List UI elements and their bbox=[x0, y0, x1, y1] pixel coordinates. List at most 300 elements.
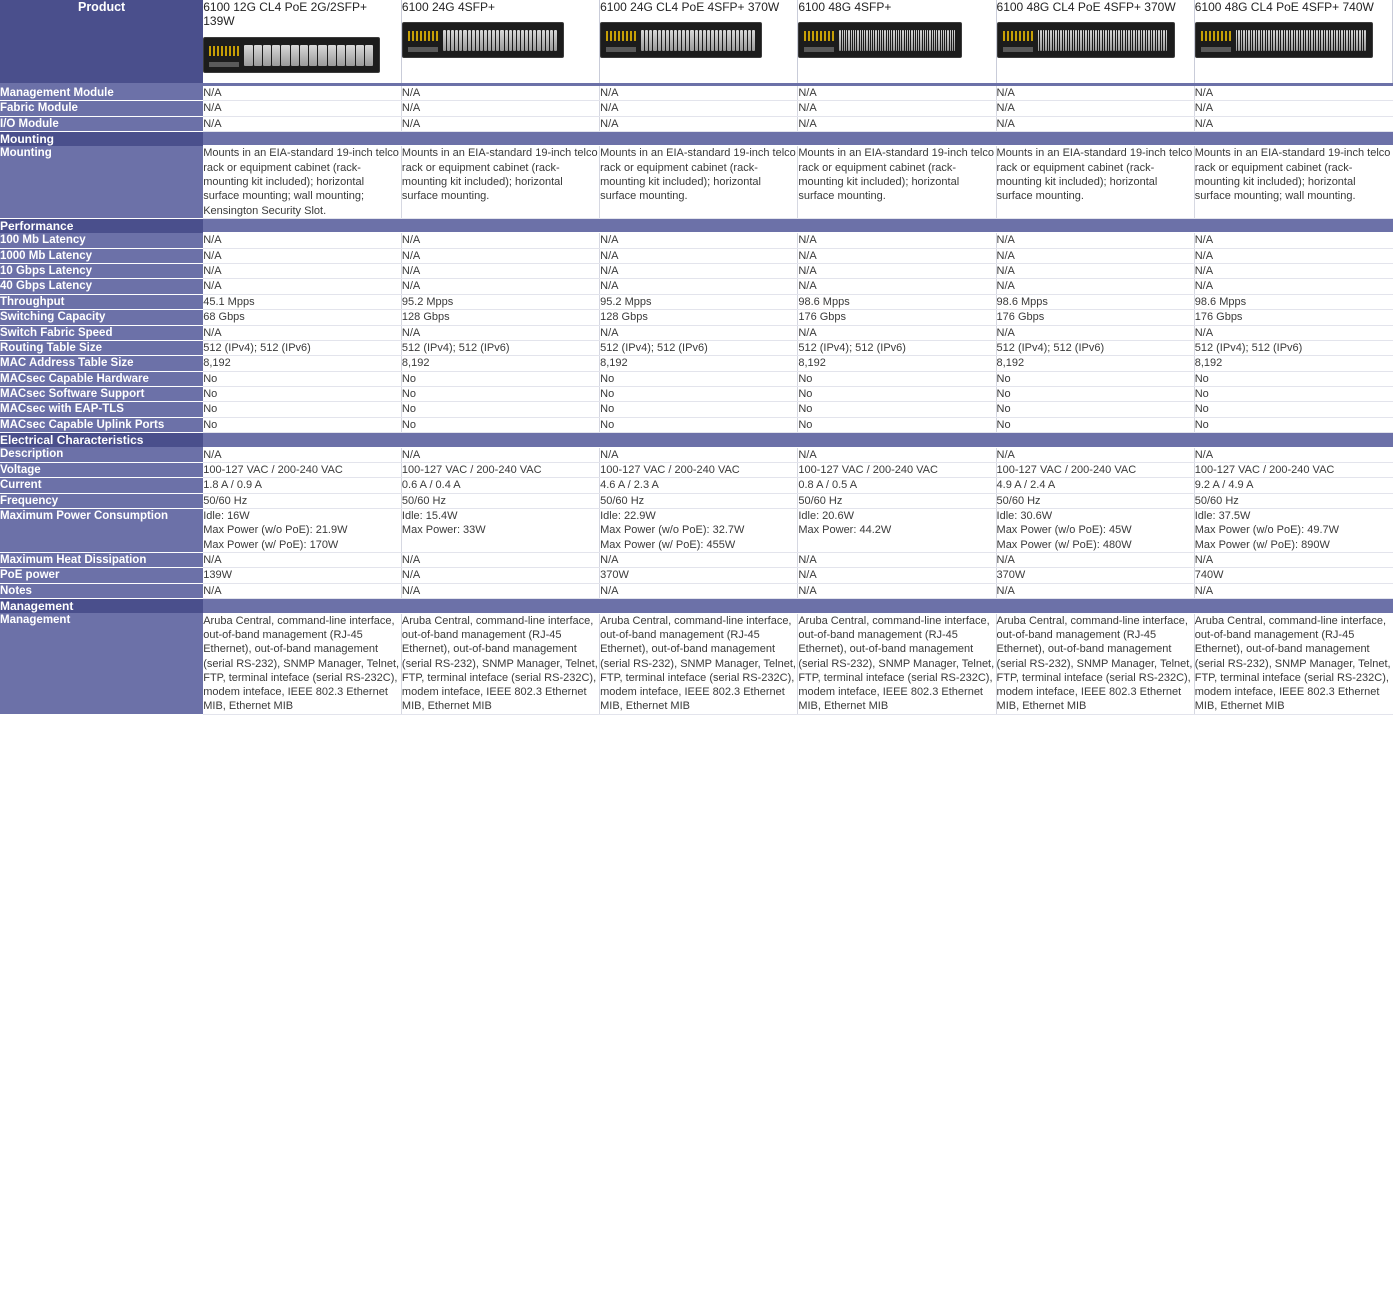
table-cell bbox=[996, 310, 1194, 325]
switch-24-port-poe-image bbox=[600, 22, 762, 58]
table-cell bbox=[203, 568, 401, 583]
table-cell bbox=[798, 493, 996, 508]
table-cell bbox=[1194, 325, 1392, 340]
table-row bbox=[0, 116, 1393, 131]
table-cell bbox=[600, 356, 798, 371]
table-cell bbox=[401, 553, 599, 568]
switch-48-port-image bbox=[798, 22, 962, 58]
table-cell bbox=[401, 264, 599, 279]
cell-line: N/A bbox=[798, 234, 817, 247]
table-cell bbox=[401, 509, 599, 553]
table-cell bbox=[600, 248, 798, 263]
table-cell bbox=[798, 279, 996, 294]
cell-line: 8,192 bbox=[798, 357, 826, 370]
table-row bbox=[0, 462, 1393, 477]
table-cell bbox=[401, 402, 599, 417]
table-cell bbox=[600, 146, 798, 218]
cell-line: N/A bbox=[401, 554, 421, 566]
cell-line: No bbox=[203, 418, 218, 431]
cell-line: No bbox=[401, 418, 416, 431]
table-cell bbox=[1194, 447, 1392, 462]
table-cell bbox=[203, 279, 401, 294]
table-cell bbox=[203, 509, 401, 553]
cell-line: Max Power (w/ PoE): 480W bbox=[996, 538, 1132, 551]
section-band-fill bbox=[203, 599, 1392, 614]
table-cell bbox=[600, 462, 798, 477]
row-label: Fabric Module bbox=[0, 101, 203, 116]
cell-line: N/A bbox=[203, 265, 222, 278]
table-row bbox=[0, 553, 1393, 568]
cell-line: Aruba Central, command-line interface, out-of-band management (RJ-45 Ethernet), out-of-band management (serial RS-232), SNMP Manager, Telnet, FTP, terminal inteface (serial RS-232C), modem inteface, IEEE 802.3 Ethernet MIB, Ethernet MIB bbox=[401, 614, 598, 713]
table-row bbox=[0, 233, 1393, 248]
table-cell bbox=[1194, 248, 1392, 263]
table-cell bbox=[798, 233, 996, 248]
row-label: Throughput bbox=[0, 294, 203, 309]
cell-line: N/A bbox=[401, 448, 421, 461]
cell-line: 95.2 Mpps bbox=[401, 295, 454, 308]
cell-line: 512 (IPv4); 512 (IPv6) bbox=[600, 341, 708, 354]
table-cell bbox=[600, 402, 798, 417]
cell-line: N/A bbox=[996, 86, 1015, 99]
table-row bbox=[0, 417, 1393, 432]
section-header-row bbox=[0, 433, 1393, 448]
table-cell bbox=[798, 248, 996, 263]
table-cell bbox=[401, 387, 599, 402]
cell-line: No bbox=[1194, 418, 1209, 431]
row-label: Notes bbox=[0, 583, 203, 598]
cell-line: 1.8 A / 0.9 A bbox=[203, 479, 262, 492]
cell-line: N/A bbox=[203, 448, 222, 461]
product-name: 6100 48G CL4 PoE 4SFP+ 370W bbox=[996, 0, 1176, 14]
cell-line: 370W bbox=[600, 569, 629, 582]
table-row bbox=[0, 146, 1393, 218]
table-cell bbox=[401, 568, 599, 583]
cell-line: 98.6 Mpps bbox=[798, 295, 850, 308]
table-cell bbox=[203, 101, 401, 116]
section-band-fill bbox=[203, 218, 1392, 233]
product-header-cell bbox=[203, 0, 401, 84]
table-cell bbox=[600, 568, 798, 583]
table-cell bbox=[600, 279, 798, 294]
cell-line: N/A bbox=[600, 448, 619, 461]
cell-line: 50/60 Hz bbox=[401, 494, 446, 507]
table-cell bbox=[203, 613, 401, 714]
cell-line: Aruba Central, command-line interface, out-of-band management (RJ-45 Ethernet), out-of-band management (serial RS-232), SNMP Manager, Telnet, FTP, terminal inteface (serial RS-232C), modem inteface, IEEE 802.3 Ethernet MIB, Ethernet MIB bbox=[798, 614, 995, 713]
cell-line: 98.6 Mpps bbox=[996, 295, 1048, 308]
cell-line: 98.6 Mpps bbox=[1194, 295, 1247, 308]
cell-line: N/A bbox=[996, 102, 1015, 115]
table-cell bbox=[996, 101, 1194, 116]
table-cell bbox=[996, 248, 1194, 263]
table-cell bbox=[1194, 402, 1392, 417]
cell-line: 4.9 A / 2.4 A bbox=[996, 479, 1056, 492]
row-label: Voltage bbox=[0, 462, 203, 477]
cell-line: N/A bbox=[798, 86, 817, 99]
table-cell bbox=[798, 417, 996, 432]
table-cell bbox=[203, 146, 401, 218]
table-cell bbox=[600, 84, 798, 100]
cell-line: Idle: 16W bbox=[203, 510, 250, 523]
cell-line: No bbox=[600, 388, 615, 401]
switch-48-port-poe-740w-image bbox=[1195, 22, 1373, 58]
table-cell bbox=[798, 84, 996, 100]
table-row bbox=[0, 248, 1393, 263]
table-cell bbox=[401, 294, 599, 309]
table-cell bbox=[600, 116, 798, 131]
table-cell bbox=[203, 583, 401, 598]
table-cell bbox=[203, 116, 401, 131]
table-cell bbox=[203, 84, 401, 100]
table-cell bbox=[798, 613, 996, 714]
cell-line: 8,192 bbox=[1194, 357, 1223, 370]
cell-line: No bbox=[203, 372, 218, 385]
table-row bbox=[0, 340, 1393, 355]
table-row bbox=[0, 325, 1393, 340]
section-header-row bbox=[0, 599, 1393, 614]
row-label: Maximum Heat Dissipation bbox=[0, 553, 203, 568]
cell-line: 512 (IPv4); 512 (IPv6) bbox=[996, 341, 1105, 354]
table-cell bbox=[401, 417, 599, 432]
table-cell bbox=[996, 462, 1194, 477]
cell-line: N/A bbox=[996, 584, 1015, 597]
cell-line: 50/60 Hz bbox=[996, 494, 1041, 507]
table-cell bbox=[1194, 116, 1392, 131]
table-cell bbox=[600, 101, 798, 116]
table-cell bbox=[600, 478, 798, 493]
table-cell bbox=[798, 462, 996, 477]
cell-line: 100-127 VAC / 200-240 VAC bbox=[798, 463, 938, 476]
cell-line: N/A bbox=[401, 86, 421, 99]
cell-line: 100-127 VAC / 200-240 VAC bbox=[203, 463, 343, 476]
cell-line: 176 Gbps bbox=[1194, 311, 1243, 324]
table-cell bbox=[203, 371, 401, 386]
table-cell bbox=[798, 402, 996, 417]
table-cell bbox=[798, 340, 996, 355]
row-label: Switch Fabric Speed bbox=[0, 325, 203, 340]
cell-line: 50/60 Hz bbox=[798, 494, 843, 507]
table-cell bbox=[1194, 279, 1392, 294]
table-cell bbox=[600, 310, 798, 325]
table-cell bbox=[600, 493, 798, 508]
table-cell bbox=[203, 233, 401, 248]
cell-line: 50/60 Hz bbox=[1194, 494, 1239, 507]
table-cell bbox=[798, 553, 996, 568]
table-cell bbox=[401, 101, 599, 116]
cell-line: N/A bbox=[203, 86, 222, 99]
row-label: PoE power bbox=[0, 568, 203, 583]
table-cell bbox=[203, 248, 401, 263]
cell-line: Mounts in an EIA-standard 19-inch telco rack or equipment cabinet (rack-mounting kit included); horizontal surface mounting. bbox=[996, 147, 1193, 203]
cell-line: N/A bbox=[600, 326, 619, 339]
row-label: MACsec with EAP-TLS bbox=[0, 402, 203, 417]
product-column-header: Product bbox=[0, 0, 203, 84]
cell-line: No bbox=[401, 372, 416, 385]
table-cell bbox=[600, 233, 798, 248]
cell-line: N/A bbox=[798, 265, 817, 278]
cell-line: N/A bbox=[798, 326, 817, 339]
cell-line: 45.1 Mpps bbox=[203, 295, 255, 308]
table-row bbox=[0, 101, 1393, 116]
cell-line: 512 (IPv4); 512 (IPv6) bbox=[401, 341, 510, 354]
table-row bbox=[0, 387, 1393, 402]
cell-line: 8,192 bbox=[996, 357, 1025, 370]
table-cell bbox=[996, 325, 1194, 340]
product-name: 6100 24G CL4 PoE 4SFP+ 370W bbox=[600, 0, 780, 14]
cell-line: No bbox=[600, 403, 615, 416]
cell-line: Mounts in an EIA-standard 19-inch telco rack or equipment cabinet (rack-mounting kit included); horizontal surface mounting; wall mounting. bbox=[1194, 147, 1391, 203]
table-cell bbox=[401, 493, 599, 508]
product-name: 6100 48G CL4 PoE 4SFP+ 740W bbox=[1194, 0, 1374, 14]
table-cell bbox=[798, 294, 996, 309]
table-cell bbox=[203, 356, 401, 371]
table-cell bbox=[600, 340, 798, 355]
product-header-cell bbox=[1194, 0, 1392, 84]
table-cell bbox=[203, 340, 401, 355]
table-cell bbox=[401, 325, 599, 340]
table-row bbox=[0, 402, 1393, 417]
cell-line: N/A bbox=[600, 280, 619, 293]
table-row bbox=[0, 613, 1393, 714]
cell-line: N/A bbox=[600, 249, 619, 262]
cell-line: Mounts in an EIA-standard 19-inch telco rack or equipment cabinet (rack-mounting kit included); horizontal surface mounting. bbox=[798, 147, 994, 203]
cell-line: Aruba Central, command-line interface, out-of-band management (RJ-45 Ethernet), out-of-band management (serial RS-232), SNMP Manager, Telnet, FTP, terminal inteface (serial RS-232C), modem inteface, IEEE 802.3 Ethernet MIB, Ethernet MIB bbox=[996, 614, 1193, 713]
cell-line: 8,192 bbox=[203, 357, 231, 370]
table-cell bbox=[401, 310, 599, 325]
section-title: Performance bbox=[0, 218, 203, 233]
cell-line: Max Power (w/o PoE): 32.7W bbox=[600, 524, 745, 537]
table-cell bbox=[798, 146, 996, 218]
cell-line: Mounts in an EIA-standard 19-inch telco rack or equipment cabinet (rack-mounting kit included); horizontal surface mounting; wall mounting; Kensington Security Slot. bbox=[203, 147, 399, 217]
table-cell bbox=[798, 310, 996, 325]
table-cell bbox=[996, 478, 1194, 493]
table-cell bbox=[1194, 340, 1392, 355]
table-row bbox=[0, 447, 1393, 462]
table-cell bbox=[1194, 294, 1392, 309]
table-row bbox=[0, 371, 1393, 386]
table-cell bbox=[600, 553, 798, 568]
table-cell bbox=[996, 371, 1194, 386]
cell-line: No bbox=[203, 403, 218, 416]
cell-line: No bbox=[401, 403, 416, 416]
table-row bbox=[0, 568, 1393, 583]
row-label: MACsec Software Support bbox=[0, 387, 203, 402]
table-cell bbox=[600, 387, 798, 402]
cell-line: N/A bbox=[1194, 326, 1214, 339]
cell-line: N/A bbox=[996, 326, 1015, 339]
table-cell bbox=[1194, 233, 1392, 248]
table-cell bbox=[1194, 462, 1392, 477]
cell-line: Idle: 22.9W bbox=[600, 510, 656, 523]
table-cell bbox=[996, 340, 1194, 355]
row-label: Current bbox=[0, 478, 203, 493]
cell-line: N/A bbox=[1194, 448, 1214, 461]
table-cell bbox=[996, 294, 1194, 309]
cell-line: 8,192 bbox=[600, 357, 628, 370]
switch-24-port-image bbox=[402, 22, 564, 58]
cell-line: N/A bbox=[600, 102, 619, 115]
table-row bbox=[0, 509, 1393, 553]
table-cell bbox=[798, 568, 996, 583]
cell-line: N/A bbox=[401, 280, 421, 293]
table-cell bbox=[996, 402, 1194, 417]
cell-line: 0.8 A / 0.5 A bbox=[798, 479, 858, 492]
section-title: Management bbox=[0, 599, 203, 614]
cell-line: N/A bbox=[1194, 280, 1214, 293]
cell-line: 50/60 Hz bbox=[600, 494, 645, 507]
table-cell bbox=[1194, 613, 1392, 714]
table-cell bbox=[996, 417, 1194, 432]
cell-line: 9.2 A / 4.9 A bbox=[1194, 479, 1254, 492]
cell-line: N/A bbox=[996, 117, 1015, 130]
cell-line: No bbox=[1194, 372, 1209, 385]
table-cell bbox=[996, 387, 1194, 402]
table-cell bbox=[600, 509, 798, 553]
row-label: Maximum Power Consumption bbox=[0, 509, 203, 553]
cell-line: Idle: 20.6W bbox=[798, 510, 854, 523]
cell-line: N/A bbox=[401, 102, 421, 115]
row-label: Description bbox=[0, 447, 203, 462]
cell-line: N/A bbox=[203, 249, 222, 262]
table-cell bbox=[798, 583, 996, 598]
table-cell bbox=[798, 325, 996, 340]
table-cell bbox=[1194, 417, 1392, 432]
table-cell bbox=[600, 371, 798, 386]
cell-line: N/A bbox=[600, 117, 619, 130]
table-cell bbox=[1194, 387, 1392, 402]
cell-line: N/A bbox=[1194, 584, 1214, 597]
table-cell bbox=[1194, 583, 1392, 598]
cell-line: N/A bbox=[798, 569, 817, 582]
table-cell bbox=[203, 294, 401, 309]
section-title: Mounting bbox=[0, 131, 203, 146]
cell-line: 128 Gbps bbox=[401, 311, 450, 324]
row-label: 1000 Mb Latency bbox=[0, 248, 203, 263]
table-cell bbox=[996, 568, 1194, 583]
row-label: Management bbox=[0, 613, 203, 714]
cell-line: No bbox=[798, 403, 813, 416]
cell-line: Idle: 30.6W bbox=[996, 510, 1053, 523]
table-cell bbox=[401, 462, 599, 477]
table-cell bbox=[798, 101, 996, 116]
row-label: 100 Mb Latency bbox=[0, 233, 203, 248]
cell-line: N/A bbox=[203, 102, 222, 115]
cell-line: No bbox=[996, 388, 1011, 401]
switch-12-port-image bbox=[203, 37, 380, 73]
table-cell bbox=[401, 146, 599, 218]
section-band-fill bbox=[203, 433, 1392, 448]
table-cell bbox=[798, 371, 996, 386]
table-cell bbox=[600, 447, 798, 462]
row-label: Switching Capacity bbox=[0, 310, 203, 325]
cell-line: No bbox=[1194, 388, 1209, 401]
cell-line: Max Power (w/o PoE): 45W bbox=[996, 524, 1132, 537]
section-header-row bbox=[0, 218, 1393, 233]
table-cell bbox=[1194, 478, 1392, 493]
table-cell bbox=[1194, 356, 1392, 371]
table-cell bbox=[401, 233, 599, 248]
cell-line: N/A bbox=[996, 234, 1015, 247]
table-cell bbox=[600, 264, 798, 279]
table-cell bbox=[798, 509, 996, 553]
cell-line: N/A bbox=[1194, 249, 1214, 262]
table-cell bbox=[798, 478, 996, 493]
table-cell bbox=[996, 84, 1194, 100]
cell-line: 0.6 A / 0.4 A bbox=[401, 479, 461, 492]
table-row bbox=[0, 356, 1393, 371]
cell-line: N/A bbox=[996, 554, 1015, 566]
row-label: MAC Address Table Size bbox=[0, 356, 203, 371]
table-row bbox=[0, 84, 1393, 100]
cell-line: N/A bbox=[798, 280, 817, 293]
table-cell bbox=[1194, 553, 1392, 568]
table-cell bbox=[401, 583, 599, 598]
cell-line: N/A bbox=[798, 554, 817, 566]
row-label: Mounting bbox=[0, 146, 203, 218]
cell-line: N/A bbox=[798, 102, 817, 115]
cell-line: Max Power (w/o PoE): 49.7W bbox=[1194, 524, 1340, 537]
cell-line: N/A bbox=[1194, 554, 1214, 566]
cell-line: N/A bbox=[600, 86, 619, 99]
cell-line: N/A bbox=[203, 280, 222, 293]
cell-line: No bbox=[1194, 403, 1209, 416]
table-cell bbox=[401, 116, 599, 131]
cell-line: Aruba Central, command-line interface, out-of-band management (RJ-45 Ethernet), out-of-band management (serial RS-232), SNMP Manager, Telnet, FTP, terminal inteface (serial RS-232C), modem inteface, IEEE 802.3 Ethernet MIB, Ethernet MIB bbox=[600, 614, 796, 713]
cell-line: 512 (IPv4); 512 (IPv6) bbox=[1194, 341, 1303, 354]
cell-line: N/A bbox=[600, 234, 619, 247]
table-cell bbox=[401, 84, 599, 100]
table-cell bbox=[996, 613, 1194, 714]
table-row bbox=[0, 264, 1393, 279]
table-cell bbox=[996, 264, 1194, 279]
table-cell bbox=[600, 325, 798, 340]
cell-line: N/A bbox=[798, 448, 817, 461]
table-cell bbox=[1194, 568, 1392, 583]
table-row bbox=[0, 478, 1393, 493]
row-label: MACsec Capable Hardware bbox=[0, 371, 203, 386]
cell-line: N/A bbox=[203, 234, 222, 247]
cell-line: N/A bbox=[401, 249, 421, 262]
cell-line: No bbox=[798, 372, 813, 385]
cell-line: N/A bbox=[401, 584, 421, 597]
table-cell bbox=[1194, 264, 1392, 279]
cell-line: N/A bbox=[401, 234, 421, 247]
cell-line: No bbox=[203, 388, 218, 401]
product-name: 6100 48G 4SFP+ bbox=[798, 0, 892, 14]
cell-line: Aruba Central, command-line interface, out-of-band management (RJ-45 Ethernet), out-of-band management (serial RS-232), SNMP Manager, Telnet, FTP, terminal inteface (serial RS-232C), modem inteface, IEEE 802.3 Ethernet MIB, Ethernet MIB bbox=[203, 614, 400, 713]
product-header-cell bbox=[600, 0, 798, 84]
table-cell bbox=[996, 279, 1194, 294]
table-cell bbox=[203, 417, 401, 432]
row-label: Frequency bbox=[0, 493, 203, 508]
cell-line: No bbox=[798, 418, 813, 431]
cell-line: 95.2 Mpps bbox=[600, 295, 652, 308]
section-title: Electrical Characteristics bbox=[0, 433, 203, 448]
cell-line: N/A bbox=[1194, 265, 1214, 278]
table-header-row bbox=[0, 0, 1393, 84]
table-cell bbox=[600, 583, 798, 598]
section-band-fill bbox=[203, 131, 1392, 146]
table-cell bbox=[203, 264, 401, 279]
table-cell bbox=[203, 325, 401, 340]
table-cell bbox=[203, 387, 401, 402]
cell-line: N/A bbox=[1194, 234, 1214, 247]
cell-line: N/A bbox=[203, 554, 222, 566]
table-cell bbox=[401, 447, 599, 462]
cell-line: N/A bbox=[996, 249, 1015, 262]
cell-line: Max Power: 33W bbox=[401, 524, 486, 537]
cell-line: Max Power (w/ PoE): 455W bbox=[600, 538, 736, 551]
cell-line: No bbox=[798, 388, 813, 401]
